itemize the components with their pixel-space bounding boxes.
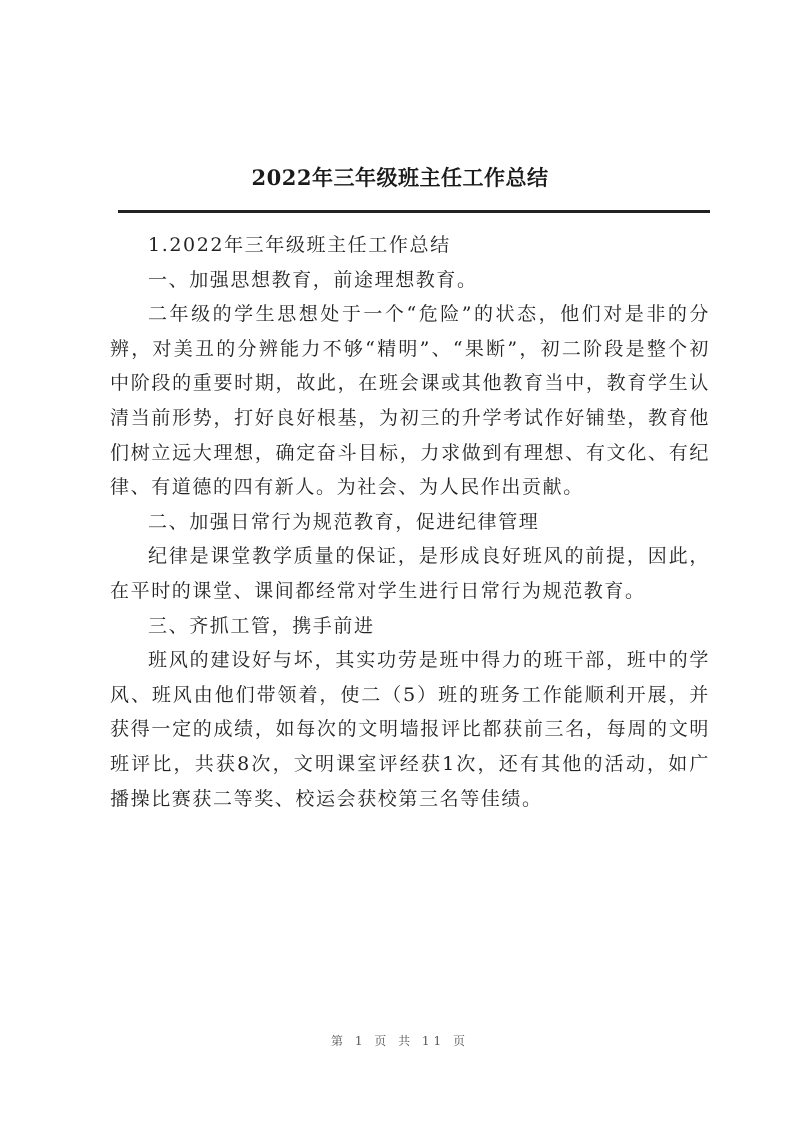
section-heading-1: 一、加强思想教育，前途理想教育。 (148, 268, 478, 291)
document-title: 2022年三年级班主任工作总结 (251, 165, 549, 190)
section-heading-3: 三、齐抓工管，携手前进 (148, 614, 375, 637)
document-body (110, 228, 710, 816)
paragraph-1: 二年级的学生思想处于一个“危险”的状态，他们对是非的分辨，对美丑的分辨能力不够“精明”、“果断”，初二阶段是整个初中阶段的重要时期，故此，在班会课或其他教育当中，教育学生认清当前形势，打好良好根基，为初三的升学考试作好铺垫，教育他们树立远大理想，确定奋斗目标，力求做到有理想、有文化、有纪律、有道德的四有新人。为社会、为人民作出贡献。 (110, 303, 710, 499)
section-heading-2: 二、加强日常行为规范教育，促进纪律管理 (148, 510, 540, 533)
page-footer: 第 1 页 共 11 页 (331, 1034, 469, 1048)
paragraph-2: 纪律是课堂教学质量的保证，是形成良好班风的前提，因此，在平时的课堂、课间都经常对学生进行日常行为规范教育。 (110, 545, 710, 602)
title-divider (118, 210, 710, 213)
paragraph-heading-1: 1.2022年三年级班主任工作总结 (148, 234, 451, 256)
paragraph-3: 班风的建设好与坏，其实功劳是班中得力的班干部，班中的学风、班风由他们带领着，使二（5）班的班务工作能顺利开展，并获得一定的成绩，如每次的文明墙报评比都获前三名，每周的文明班评比，共获8次，文明课室评经获1次，还有其他的活动，如广播操比赛获二等奖、校运会获校第三名等佳绩。 (110, 649, 710, 810)
